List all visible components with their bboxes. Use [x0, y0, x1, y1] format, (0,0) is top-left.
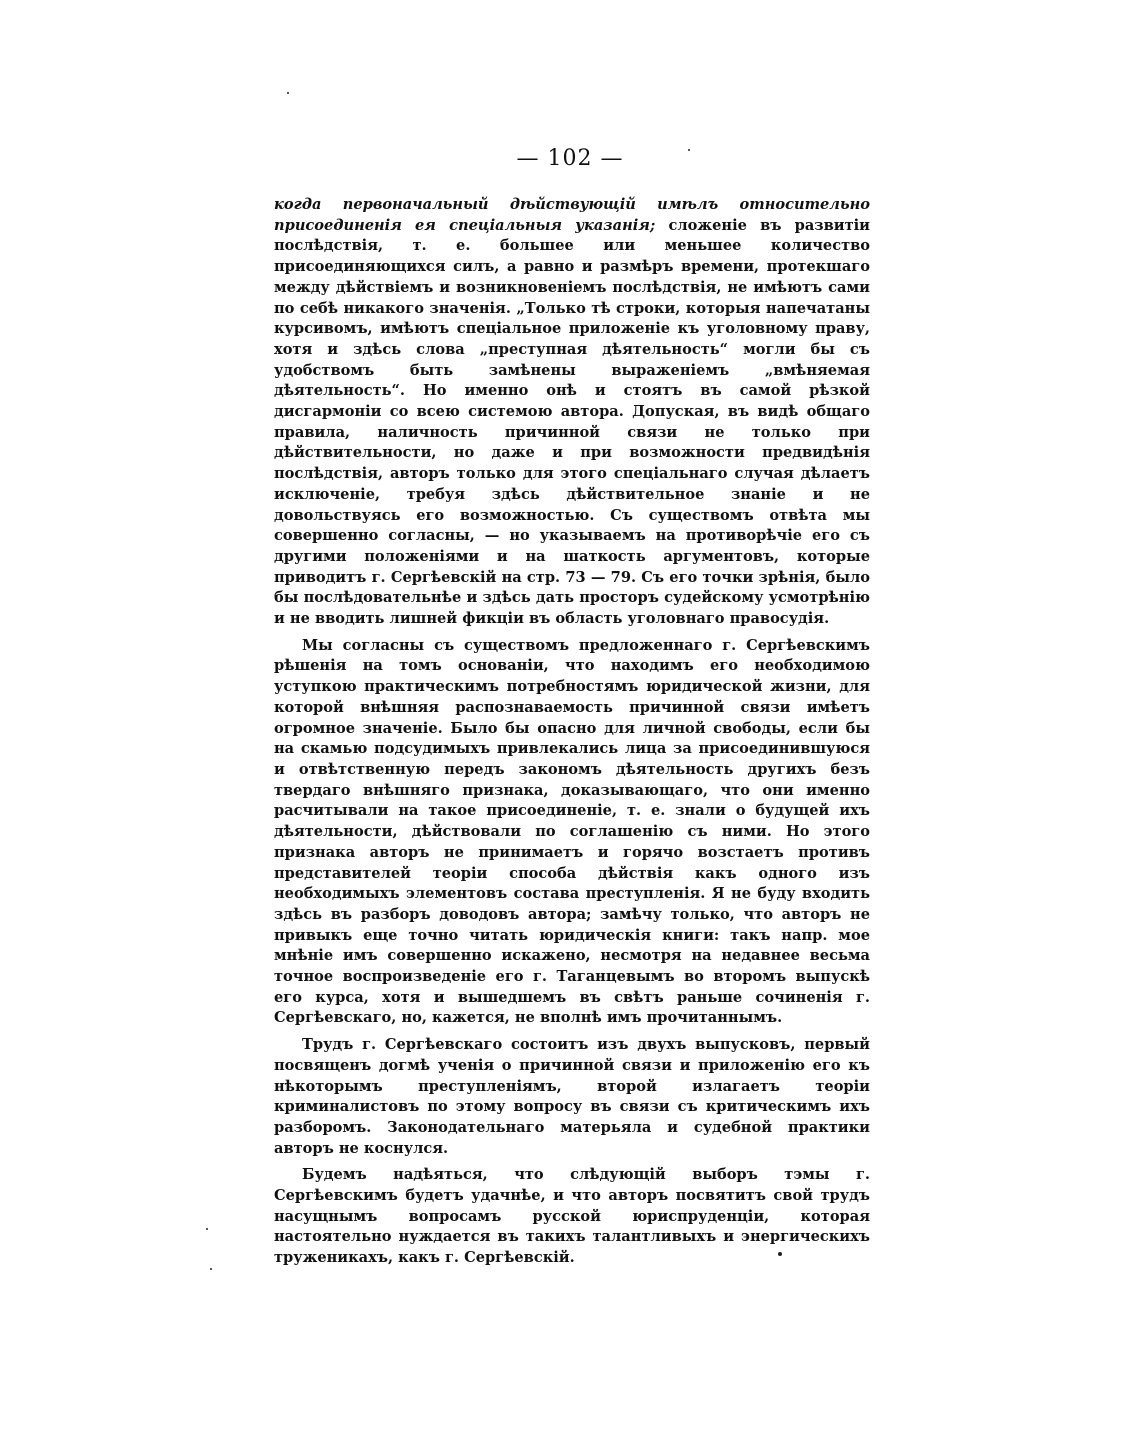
body-text — [274, 195, 870, 1269]
paragraph-text: сложеніе въ развитіи послѣдствія, т. е. большее или меньшее количество присоединяющихся силъ, а равно и размѣръ времени, протекшаго между дѣйствіемъ и возникновеніемъ послѣдствія, не имѣютъ сами по себѣ никакого значенія. „Только тѣ строки, которыя напечатаны курсивомъ, имѣютъ спеціальное приложеніе къ уголовному праву, хотя и здѣсь слова „преступная дѣятельность“ могли бы съ удобствомъ быть замѣнены выраженіемъ „вмѣняемая дѣятельность“. Но именно онѣ и стоятъ въ самой рѣзкой дисгармоніи со всею системою автора. Допуская, въ видѣ общаго правила, наличность причинной связи не только при дѣйствительности, но даже и при возможности предвидѣнія послѣдствія, авторъ только для этого спеціальнаго случая дѣлаетъ исключеніе, требуя здѣсь дѣйствительное знаніе и не довольствуясь его возможностью. Съ существомъ отвѣта мы совершенно согласны, — но указываемъ на противорѣчіе его съ другими положеніями и на шаткость аргументовъ, которые приводитъ г. Сергѣевскій на стр. 73 — 79. Съ его точки зрѣнія, было бы послѣдовательнѣе и здѣсь дать просторъ судейскому усмотрѣнію и не вводить лишней фикціи въ область уголовнаго правосудія. — [274, 216, 871, 628]
scan-speck — [206, 1228, 208, 1230]
scan-speck — [688, 149, 690, 151]
scan-speck — [210, 1268, 212, 1270]
paragraph-text: Мы согласны съ существомъ предложеннаго г. Сергѣевскимъ рѣшенія на томъ основаніи, что находимъ его необходимою уступкою практическимъ потребностямъ юридической жизни, для которой внѣшняя распознаваемость причинной связи имѣетъ огромное значеніе. Было бы опасно для личной свободы, если бы на скамью подсудимыхъ привлекались лица за присоединившуюся и отвѣтственную передъ закономъ дѣятельность другихъ безъ твердаго внѣшняго признака, доказывающаго, что они именно расчитывали на такое присоединеніе, т. е. знали о будущей ихъ дѣятельности, дѣйствовали по соглашенію съ ними. Но этого признака авторъ не принимаетъ и горячо возстаетъ противъ представителей теоріи способа дѣйствія какъ одного изъ необходимыхъ элементовъ состава преступленія. Я не буду входить здѣсь въ разборъ доводовъ автора; замѣчу только, что авторъ не привыкъ еще точно читать юридическія книги: такъ напр. мое мнѣніе имъ совершенно искажено, несмотря на недавнее весьма точное воспроизведеніе его г. Таганцевымъ во второмъ выпускѣ его курса, хотя и вышедшемъ въ свѣтъ раньше сочиненія г. Сергѣевскаго, но, кажется, не вполнѣ имъ прочитаннымъ. — [274, 636, 870, 1027]
paragraph-1 — [274, 195, 870, 630]
scan-speck — [778, 1252, 782, 1256]
paragraph-3 — [274, 1035, 870, 1159]
paragraph-2 — [274, 636, 870, 1029]
scan-speck — [287, 92, 289, 94]
paragraph-text: Будемъ надѣяться, что слѣдующій выборъ тэмы г. Сергѣевскимъ будетъ удачнѣе, и что авторъ посвятитъ свой трудъ насущнымъ вопросамъ русской юриспруденціи, которая настоятельно нуждается въ такихъ талантливыхъ и энергическихъ труженикахъ, какъ г. Сергѣевскій. — [274, 1166, 870, 1267]
page-number: — 102 — — [516, 146, 624, 171]
paragraph-text: Трудъ г. Сергѣевскаго состоитъ изъ двухъ выпусковъ, первый посвященъ догмѣ ученія о причинной связи и приложенію его къ нѣкоторымъ преступленіямъ, второй излагаетъ теоріи криминалистовъ по этому вопросу въ связи съ критическимъ ихъ разборомъ. Законодательнаго матерьяла и судебной практики авторъ не коснулся. — [274, 1036, 870, 1157]
italic-lead: когда первоначальный дѣйствующій имѣлъ относительно присоединенія ея спеціальныя указанія; — [274, 196, 870, 234]
